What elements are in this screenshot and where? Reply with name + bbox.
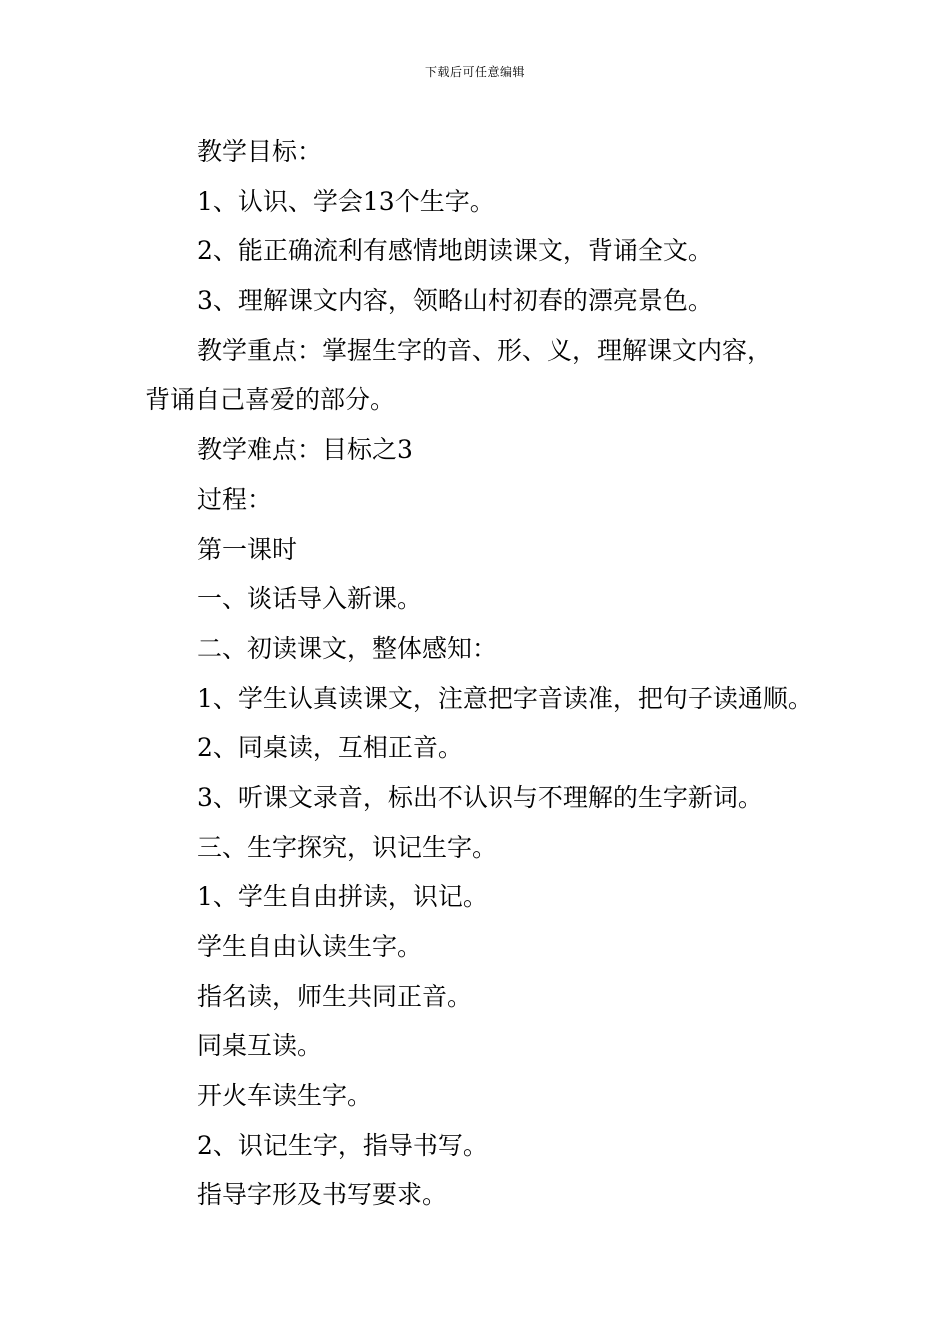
teaching-key-points: 教学重点：掌握生字的音、形、义，理解课文内容， xyxy=(197,335,773,365)
reading-step-2: 2、同桌读，互相正音。 xyxy=(197,733,463,763)
reading-step-1: 1、学生认真读课文，注意把字音读准，把句子读通顺。 xyxy=(197,683,813,713)
page-header: 下载后可任意编辑 xyxy=(424,65,525,79)
character-step-2: 2、识记生字，指导书写。 xyxy=(197,1130,488,1160)
character-activity-named-reading: 指名读，师生共同正音。 xyxy=(197,981,473,1011)
character-activity-train-reading: 开火车读生字。 xyxy=(197,1081,373,1111)
section-1-intro: 一、谈话导入新课。 xyxy=(197,584,423,614)
reading-step-3: 3、听课文录音，标出不认识与不理解的生字新词。 xyxy=(197,782,763,812)
goal-item-3: 3、理解课文内容，领略山村初春的漂亮景色。 xyxy=(197,286,713,316)
teaching-difficulty: 教学难点：目标之3 xyxy=(197,435,413,465)
heading-process: 过程： xyxy=(197,484,273,514)
section-3-character-study: 三、生字探究，识记生字。 xyxy=(197,832,498,862)
teaching-key-points-continued: 背诵自己喜爱的部分。 xyxy=(145,385,396,415)
character-activity-self-reading: 学生自由认读生字。 xyxy=(197,932,423,961)
goal-item-2: 2、能正确流利有感情地朗读课文，背诵全文。 xyxy=(197,236,713,266)
character-activity-pair-reading: 同桌互读。 xyxy=(197,1031,323,1061)
heading-teaching-goals: 教学目标： xyxy=(197,137,323,166)
section-2-first-reading: 二、初读课文，整体感知： xyxy=(197,633,498,663)
heading-first-lesson: 第一课时 xyxy=(197,534,298,564)
document-body xyxy=(145,127,815,1220)
character-step-1: 1、学生自由拼读，识记。 xyxy=(197,882,488,912)
writing-guidance: 指导字形及书写要求。 xyxy=(197,1180,448,1210)
goal-item-1: 1、认识、学会13个生字。 xyxy=(197,186,495,216)
